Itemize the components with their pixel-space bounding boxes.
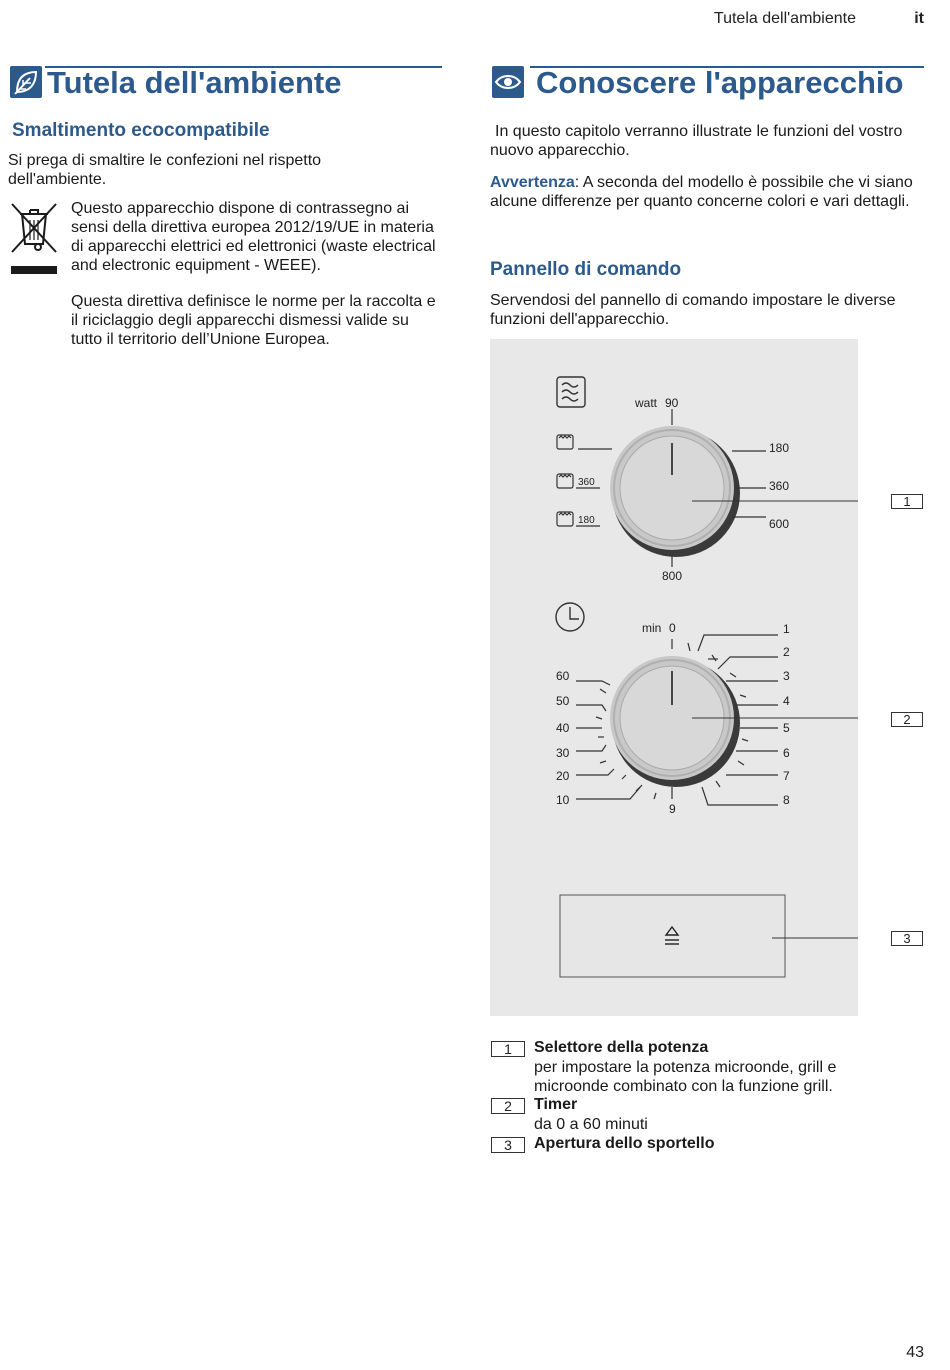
panel-intro: Servendosi del pannello di comando impostare le diverse funzioni dell'apparecchio. bbox=[490, 292, 896, 328]
intro-paragraph-right: In questo capitolo verranno illustrate le funzioni del vostro nuovo apparecchio. bbox=[490, 123, 903, 159]
timer-label-50: 50 bbox=[556, 694, 570, 708]
grill-180-label: 180 bbox=[578, 515, 595, 526]
section-heading-right: Conoscere l'apparecchio bbox=[536, 65, 904, 100]
subheading-right: Pannello di comando bbox=[490, 259, 682, 280]
legend-number-1: 1 bbox=[491, 1041, 525, 1057]
running-header: Tutela dell'ambiente bbox=[713, 10, 856, 27]
legend-title-3: Apertura dello sportello bbox=[534, 1135, 715, 1152]
timer-label-2: 2 bbox=[783, 645, 790, 659]
timer-label-5: 5 bbox=[783, 721, 790, 735]
clock-icon bbox=[556, 603, 584, 631]
leaf-icon bbox=[10, 66, 42, 98]
timer-label-20: 20 bbox=[556, 769, 570, 783]
note-text: : A seconda del modello è possibile che vi siano alcune differenze per quanto concerne colori e vari dettagli. bbox=[490, 174, 913, 210]
timer-knob bbox=[610, 656, 740, 787]
power-label-600: 600 bbox=[769, 517, 790, 531]
control-panel-drawing bbox=[490, 339, 858, 1016]
timer-label-30: 30 bbox=[556, 746, 570, 760]
weee-paragraph-2: Questa direttiva definisce le norme per la raccolta e il riciclaggio degli apparecchi dismessi valide su tutto il territorio dell’Unione Europea. bbox=[71, 293, 436, 348]
microwave-mode-icon bbox=[557, 377, 585, 407]
timer-label-0: 0 bbox=[669, 621, 676, 635]
eye-icon bbox=[492, 66, 524, 98]
power-label-800: 800 bbox=[662, 569, 683, 583]
page-number: 43 bbox=[906, 1344, 924, 1361]
timer-unit-label: min bbox=[642, 621, 662, 635]
note-paragraph bbox=[490, 173, 920, 211]
callout-3: 3 bbox=[891, 931, 923, 946]
legend-number-2: 2 bbox=[491, 1098, 525, 1114]
door-button bbox=[560, 895, 785, 977]
timer-label-10: 10 bbox=[556, 793, 570, 807]
callout-1: 1 bbox=[891, 494, 923, 509]
callout-2: 2 bbox=[891, 712, 923, 727]
timer-label-60: 60 bbox=[556, 669, 570, 683]
timer-label-3: 3 bbox=[783, 669, 790, 683]
timer-label-8: 8 bbox=[783, 793, 790, 807]
weee-paragraph: Questo apparecchio dispone di contrassegno ai sensi della direttiva europea 2012/19/UE in materia di apparecchi elettrici ed elettronici (waste electrical and electronic equipment - WEEE). bbox=[71, 200, 436, 274]
power-label-180: 180 bbox=[769, 441, 790, 455]
grill-mode-icon bbox=[557, 435, 612, 449]
timer-label-40: 40 bbox=[556, 721, 570, 735]
crossed-bin-icon bbox=[8, 200, 60, 280]
subheading: Smaltimento ecocompatibile bbox=[12, 120, 270, 141]
legend-desc-1: per impostare la potenza microonde, grill e microonde combinato con la funzione grill. bbox=[534, 1059, 837, 1095]
power-unit-label: watt bbox=[635, 396, 658, 410]
legend-title-2: Timer bbox=[534, 1096, 578, 1113]
power-label-360: 360 bbox=[769, 479, 790, 493]
legend-number-3: 3 bbox=[491, 1137, 525, 1153]
legend-title-1: Selettore della potenza bbox=[534, 1039, 709, 1056]
grill-360-label: 360 bbox=[578, 477, 595, 488]
timer-label-9: 9 bbox=[669, 802, 676, 816]
timer-label-4: 4 bbox=[783, 694, 790, 708]
intro-paragraph: Si prega di smaltire le confezioni nel rispetto dell'ambiente. bbox=[8, 152, 322, 188]
timer-label-6: 6 bbox=[783, 746, 790, 760]
note-label: Avvertenza bbox=[490, 174, 575, 191]
power-label-90: 90 bbox=[665, 396, 679, 410]
section-heading: Tutela dell'ambiente bbox=[47, 65, 342, 100]
timer-label-1: 1 bbox=[783, 622, 790, 636]
legend-desc-2: da 0 a 60 minuti bbox=[534, 1116, 648, 1133]
language-code: it bbox=[914, 10, 924, 27]
power-knob bbox=[610, 426, 740, 557]
timer-label-7: 7 bbox=[783, 769, 790, 783]
